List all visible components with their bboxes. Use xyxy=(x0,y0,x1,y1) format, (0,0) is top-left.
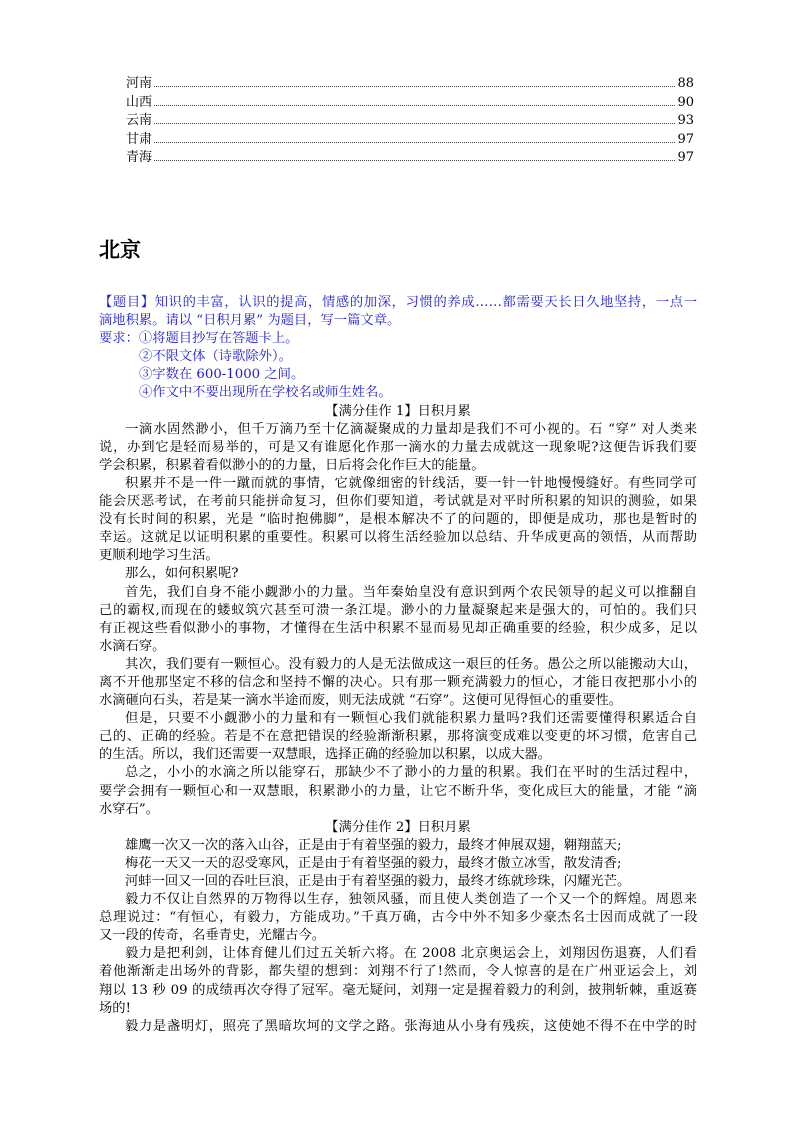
text-line: 水滴砸向石头，若是某一滴水半途而废，则无法成就 “石穿”。这便可见得恒心的重要性。 xyxy=(99,693,623,709)
text-line: 总理说过：“有恒心，有毅力，方能成功。”千真万确，古今中外不知多少豪杰名士因而成就了一段 xyxy=(99,910,697,926)
text-line: 己的霸权,而现在的蝼蚁筑穴甚至可溃一条江堤。渺小的力量凝聚起来是强大的，可怕的。我们只 xyxy=(99,602,697,618)
toc-page-number: 97 xyxy=(677,150,694,165)
text-line: 那么，如何积累呢? xyxy=(125,566,239,582)
text-line: 着他渐渐走出场外的背影，都失望的想到：刘翔不行了!然而，令人惊喜的是在广州亚运会上，刘 xyxy=(99,964,697,980)
toc-entry-name: 山西 xyxy=(126,94,153,110)
text-line: 水滴石穿。 xyxy=(99,638,166,654)
text-line: 说，办到它是轻而易举的，可是又有谁愿化作那一滴水的力量去成就这一现象呢?这便告诉我们要 xyxy=(99,439,697,455)
text-line: 没有长时间的积累，光是 “临时抱佛脚”，是根本解决不了的问题的，即便是成功，那也是暂时的 xyxy=(99,512,697,528)
text-line: 首先，我们自身不能小觑渺小的力量。当年秦始皇没有意识到两个农民领导的起义可以推翻自 xyxy=(125,584,697,600)
section-heading: 北京 xyxy=(99,238,141,262)
toc-dot-leader xyxy=(154,160,675,161)
table-of-contents xyxy=(126,75,694,168)
toc-entry[interactable] xyxy=(126,149,694,168)
toc-page-number: 90 xyxy=(677,94,694,110)
text-line: 梅花一天又一天的忍受寒风，正是由于有着坚强的毅力，最终才傲立冰雪，散发清香; xyxy=(125,855,622,871)
text-line: 【满分佳作 2】日积月累 xyxy=(325,819,471,835)
toc-dot-leader xyxy=(154,105,675,106)
text-line: 【题目】知识的丰富，认识的提高，情感的加深，习惯的养成……都需要天长日久地坚持，一点一 xyxy=(99,295,697,310)
text-line: 己的、正确的经验。若是不在意把错误的经验渐渐积累，那将演变成难以变更的坏习惯，危害自己 xyxy=(99,729,697,745)
text-line: 场的! xyxy=(99,1000,131,1016)
text-line: 幸运。这就足以证明积累的重要性。积累可以将生活经验加以总结、升华成更高的领悟，从而帮助 xyxy=(99,530,697,546)
toc-entry-name: 云南 xyxy=(126,113,153,128)
text-line: 水穿石”。 xyxy=(99,801,159,817)
text-line: 又一段的传奇，名垂青史，光耀古今。 xyxy=(99,928,326,944)
toc-entry[interactable] xyxy=(126,75,694,94)
text-line: 能会厌恶考试，在考前只能拼命复习，但你们要知道，考试就是对平时所积累的知识的测验，如果 xyxy=(99,494,697,510)
text-line: ④作文中不要出现所在学校名或师生姓名。 xyxy=(139,385,392,401)
text-line: 要学会拥有一颗恒心和一双慧眼，积累渺小的力量，让它不断升华，变化成巨大的能量，才能 “滴 xyxy=(99,783,697,799)
text-line: 学会积累，积累着看似渺小的的力量，日后将会化作巨大的能量。 xyxy=(99,457,485,473)
text-line: 有正视这些看似渺小的事物，才懂得在生活中积累不显而易见却正确重要的经验，积少成多，足以 xyxy=(99,620,697,636)
toc-entry-name: 青海 xyxy=(126,150,153,165)
toc-entry[interactable] xyxy=(126,112,694,131)
text-line: 要求：①将题目抄写在答题卡上。 xyxy=(99,331,299,347)
text-line: 总之，小小的水滴之所以能穿石，那缺少不了渺小的力量的积累。我们在平时的生活过程中， xyxy=(125,765,697,781)
toc-entry[interactable] xyxy=(126,131,694,150)
text-line: 滴地积累。请以 “日积月累” 为题目，写一篇文章。 xyxy=(99,313,401,329)
text-line: 积累并不是一件一蹴而就的事情，它就像细密的针线活，要一针一针地慢慢缝好。有些同学可 xyxy=(125,475,697,491)
text-line: 翔以 13 秒 09 的成绩再次夺得了冠军。毫无疑问，刘翔一定是握着毅力的利剑，披荆斩棘，重返赛 xyxy=(99,982,697,998)
toc-page-number: 93 xyxy=(677,113,694,128)
essay-body xyxy=(99,294,697,1036)
text-line: 毅力是盏明灯，照亮了黑暗坎坷的文学之路。张海迪从小身有残疾，这使她不得不在中学的时 xyxy=(125,1018,697,1034)
text-line: 离不开他那坚定不移的信念和坚持不懈的决心。只有那一颗充满毅力的恒心，才能日夜把那小小的 xyxy=(99,674,697,690)
text-line: 更顺利地学习生活。 xyxy=(99,548,219,564)
toc-entry-name: 河南 xyxy=(126,76,153,91)
text-line: 【满分佳作 1】日积月累 xyxy=(325,403,471,419)
toc-dot-leader xyxy=(154,86,675,87)
text-line: 毅力是把利剑，让体育健儿们过五关斩六将。在 2008 北京奥运会上，刘翔因伤退赛，人们看 xyxy=(125,946,697,962)
text-line: 其次，我们要有一颗恒心。没有毅力的人是无法做成这一艰巨的任务。愚公之所以能搬动大山， xyxy=(125,656,697,672)
toc-page-number: 97 xyxy=(677,131,694,147)
text-line: ②不限文体（诗歌除外）。 xyxy=(139,349,292,365)
text-line: 一滴水固然渺小，但千万滴乃至十亿滴凝聚成的力量却是我们不可小视的。石 “穿” 对人类来 xyxy=(125,421,697,437)
text-line: 毅力不仅让自然界的万物得以生存，独领风骚，而且使人类创造了一个又一个的辉煌。周恩来 xyxy=(125,892,697,908)
toc-dot-leader xyxy=(154,123,675,124)
text-line: 但是，只要不小觑渺小的力量和有一颗恒心我们就能积累力量吗?我们还需要懂得积累适合自 xyxy=(125,711,697,727)
toc-entry-name: 甘肃 xyxy=(126,131,153,147)
toc-page-number: 88 xyxy=(677,76,694,91)
text-line: 雄鹰一次又一次的落入山谷，正是由于有着坚强的毅力，最终才伸展双翅，翱翔蓝天; xyxy=(125,837,622,853)
text-line: 河蚌一回又一回的吞吐巨浪，正是由于有着坚强的毅力，最终才练就珍珠，闪耀光芒。 xyxy=(125,874,631,889)
text-line: 的生活。所以，我们还需要一双慧眼，选择正确的经验加以积累，以成大器。 xyxy=(99,747,552,763)
toc-entry[interactable] xyxy=(126,94,694,113)
toc-dot-leader xyxy=(154,142,675,143)
text-line: ③字数在 600-1000 之间。 xyxy=(139,367,305,383)
